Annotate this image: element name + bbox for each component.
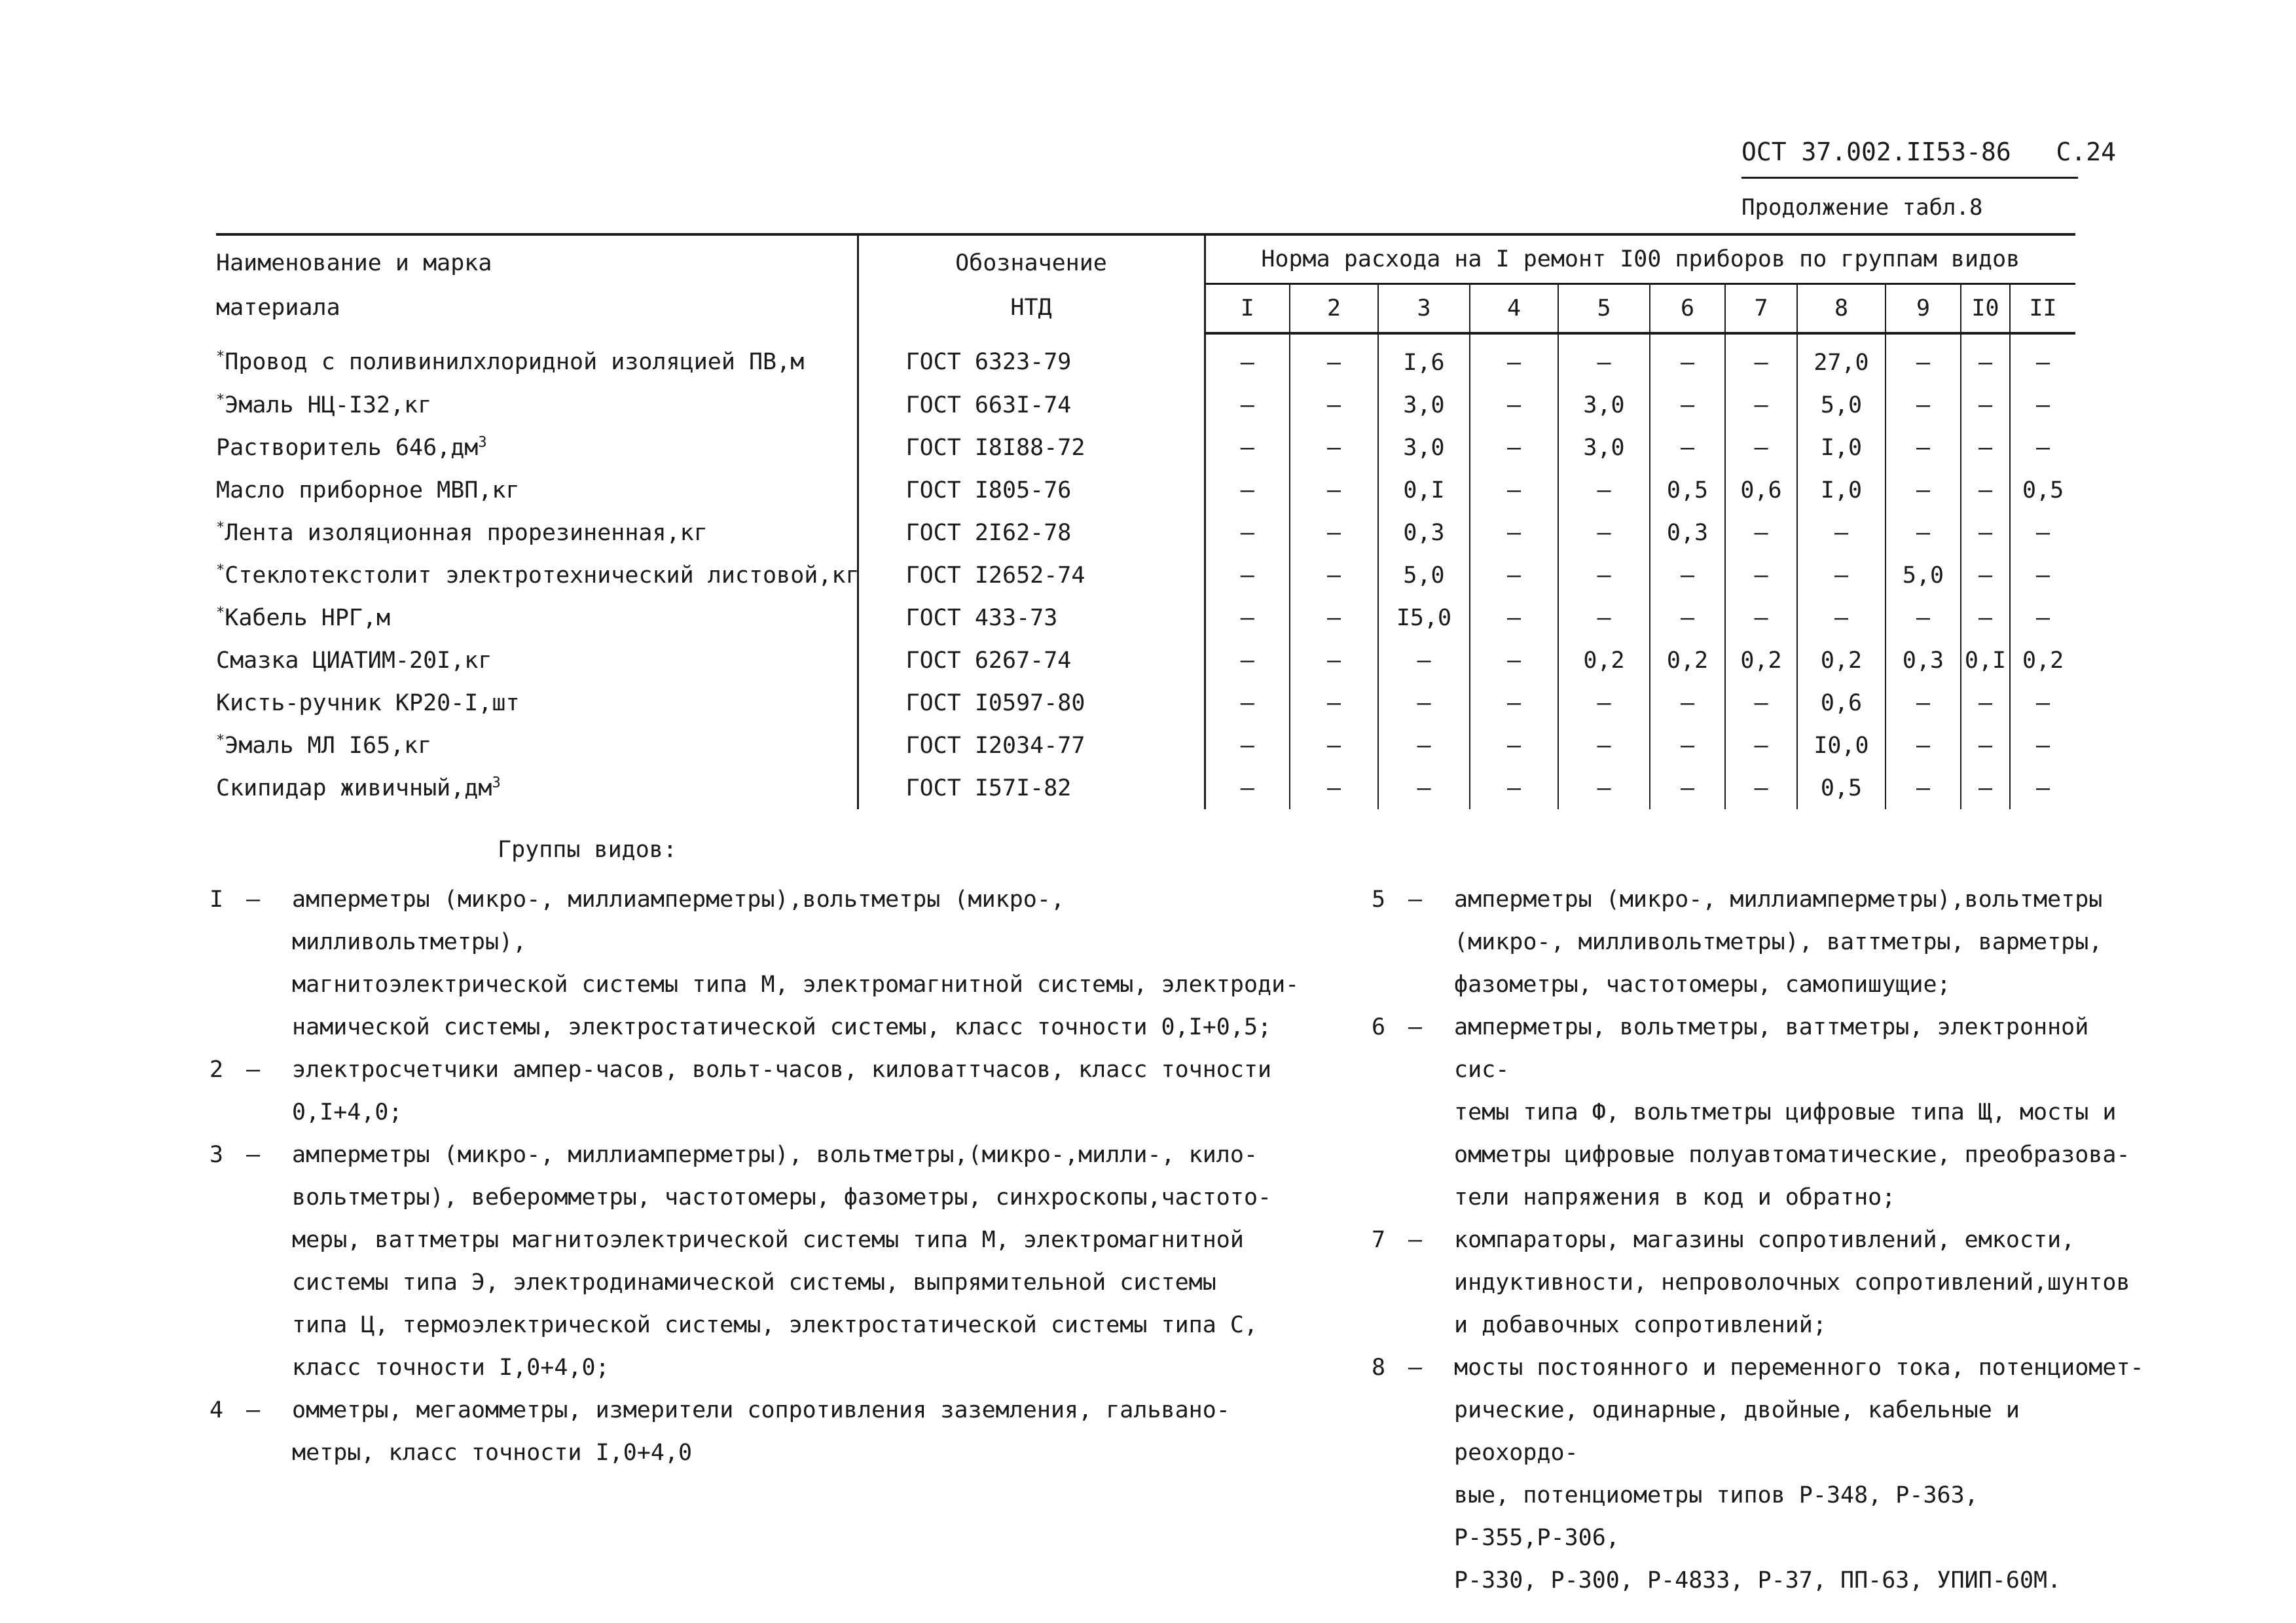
norm-value: – (1378, 724, 1470, 767)
norm-value: – (1290, 511, 1378, 554)
norm-value: 0,2 (2022, 647, 2064, 674)
norm-value: 3,0 (1378, 384, 1470, 426)
material-name (216, 767, 858, 809)
material-name-text: Масло приборное МВП,кг (216, 477, 520, 503)
ntd-designation: ГОСТ I805-76 (858, 469, 1205, 511)
table-row (216, 639, 2075, 682)
group-item (210, 1134, 1309, 1389)
groups-list-left (210, 879, 1309, 1474)
norm-value: I,0 (1797, 469, 1886, 511)
norm-value: – (1290, 596, 1378, 639)
norm-value: – (2036, 392, 2050, 418)
group-description: мосты постоянного и переменного тока, потенциомет- рические, одинарные, двойные, кабельные и реохордо- вые, потенциометры типов Р-348, Р-363, Р-355,Р-306, Р-330, Р-300, Р-4833, Р-37, ПП-63, УПИП-60М. (1454, 1355, 2144, 1594)
norm-value: – (1290, 554, 1378, 596)
group-item (1372, 1347, 2144, 1602)
group-header: 9 (1886, 284, 1961, 334)
norm-value: – (1961, 333, 2010, 384)
material-name-text: Скипидар живичный,дм (216, 775, 492, 801)
groups-list-right (1372, 879, 2144, 1602)
norm-value: – (1205, 511, 1290, 554)
norm-value: – (1470, 682, 1558, 724)
group-item (210, 1389, 1309, 1474)
norm-value: – (1725, 384, 1797, 426)
norm-value: – (1558, 511, 1650, 554)
group-header: 2 (1290, 284, 1378, 334)
ntd-designation: ГОСТ 6323-79 (858, 333, 1205, 384)
group-dash: – (246, 1057, 261, 1083)
norm-value: – (1290, 426, 1378, 469)
header-ntd: Обозначение НТД (858, 234, 1205, 333)
norm-value: – (1558, 682, 1650, 724)
norm-value: – (1558, 767, 1650, 809)
group-dash: – (1408, 1355, 1423, 1381)
unit-exponent: 3 (478, 433, 487, 450)
norm-value: 0,6 (1797, 682, 1886, 724)
group-dash: – (246, 1397, 261, 1423)
table-row (216, 682, 2075, 724)
norm-value: 0,2 (1797, 639, 1886, 682)
ntd-designation: ГОСТ I8I88-72 (858, 426, 1205, 469)
group-number: 8 (1372, 1355, 1386, 1381)
norm-value: 5,0 (1797, 384, 1886, 426)
norm-value: – (1886, 767, 1961, 809)
norm-value: – (1886, 384, 1961, 426)
table-row (216, 511, 2075, 554)
table-continuation-label: Продолжение табл.8 (1741, 194, 1983, 221)
norm-value: – (1205, 767, 1290, 809)
group-number: I (210, 886, 224, 913)
norm-value: – (1558, 596, 1650, 639)
norm-value: – (1558, 333, 1650, 384)
groups-title: Группы видов: (498, 837, 677, 863)
ntd-designation: ГОСТ 2I62-78 (858, 511, 1205, 554)
table-row (216, 384, 2075, 426)
norm-value: – (1205, 554, 1290, 596)
ntd-designation: ГОСТ I0597-80 (858, 682, 1205, 724)
group-item (210, 879, 1309, 1049)
table-row (216, 469, 2075, 511)
material-name (216, 511, 858, 554)
doc-header (1741, 137, 2116, 166)
group-header: I (1205, 284, 1290, 334)
norm-value: – (1886, 596, 1961, 639)
norm-value: – (1470, 639, 1558, 682)
norm-value: 3,0 (1558, 426, 1650, 469)
norm-value: – (1961, 596, 2010, 639)
ntd-designation: ГОСТ 6267-74 (858, 639, 1205, 682)
material-name (216, 554, 858, 596)
norm-value: I,0 (1797, 426, 1886, 469)
ntd-designation: ГОСТ 663I-74 (858, 384, 1205, 426)
norm-value: – (1205, 469, 1290, 511)
norm-value: – (1886, 724, 1961, 767)
norm-value: – (1290, 767, 1378, 809)
norm-value: I0,0 (1797, 724, 1886, 767)
norm-value: – (1290, 333, 1378, 384)
material-name-text: Стеклотекстолит электротехнический листовой,кг (225, 562, 860, 589)
group-number: 5 (1372, 886, 1386, 913)
material-name-text: Смазка ЦИАТИМ-20I,кг (216, 647, 492, 674)
norm-value: – (1290, 682, 1378, 724)
norm-value: 0,5 (1650, 469, 1725, 511)
norm-value: – (1470, 511, 1558, 554)
norm-value: 0,I (1378, 469, 1470, 511)
footnote-mark: * (216, 561, 225, 578)
material-name (216, 469, 858, 511)
group-number: 6 (1372, 1014, 1386, 1040)
norm-value: – (1558, 554, 1650, 596)
norm-value: – (1797, 596, 1886, 639)
footnote-mark: * (216, 604, 225, 621)
norm-value: – (1558, 724, 1650, 767)
ntd-designation: ГОСТ I2652-74 (858, 554, 1205, 596)
norm-value: 0,2 (1725, 639, 1797, 682)
footnote-mark: * (216, 519, 225, 536)
group-description: амперметры (микро-, миллиамперметры),вольтметры (микро-, милливольтметры), ваттметры, варметры, фазометры, частотомеры, самопишущие; (1454, 886, 2103, 998)
footnote-mark: * (216, 731, 225, 748)
material-name-text: Лента изоляционная прорезиненная,кг (225, 519, 708, 546)
norm-value: – (1961, 426, 2010, 469)
norm-value: – (1961, 554, 2010, 596)
group-number: 2 (210, 1057, 224, 1083)
norm-value: – (1886, 511, 1961, 554)
norm-value: – (1725, 724, 1797, 767)
norm-value: – (1470, 426, 1558, 469)
material-name (216, 596, 858, 639)
norm-value: 3,0 (1558, 384, 1650, 426)
ntd-designation: ГОСТ I2034-77 (858, 724, 1205, 767)
norm-value: 27,0 (1797, 333, 1886, 384)
norm-value: – (1961, 682, 2010, 724)
group-header: 7 (1725, 284, 1797, 334)
header-norm: Норма расхода на I ремонт I00 приборов по группам видов (1205, 234, 2075, 284)
norm-value: – (2036, 604, 2050, 631)
norm-value: – (1205, 639, 1290, 682)
unit-exponent: 3 (492, 774, 501, 791)
norm-value: – (1961, 724, 2010, 767)
norm-value: – (1725, 767, 1797, 809)
norm-value: – (1961, 767, 2010, 809)
norm-value: – (2036, 775, 2050, 801)
table-row (216, 426, 2075, 469)
norm-value: – (1650, 554, 1725, 596)
norm-value: 0,5 (2022, 477, 2064, 503)
norm-value: – (1650, 426, 1725, 469)
material-norms-table (216, 233, 2075, 809)
norm-value: – (1886, 426, 1961, 469)
norm-value: 5,0 (1378, 554, 1470, 596)
material-name (216, 639, 858, 682)
norm-value: – (1886, 469, 1961, 511)
norm-value: I5,0 (1378, 596, 1470, 639)
group-header: 3 (1378, 284, 1470, 334)
group-header: 4 (1470, 284, 1558, 334)
norm-value: – (1205, 596, 1290, 639)
norm-value: – (2036, 562, 2050, 589)
material-name (216, 724, 858, 767)
material-name (216, 682, 858, 724)
norm-value: – (1378, 639, 1470, 682)
norm-value: 0,5 (1797, 767, 1886, 809)
norm-value: 0,3 (1886, 639, 1961, 682)
material-name-text: Кисть-ручник КР20-I,шт (216, 689, 520, 716)
footnote-mark: * (216, 391, 225, 408)
group-description: амперметры (микро-, миллиамперметры), вольтметры,(микро-,милли-, кило- вольтметры), веберомметры, частотомеры, фазометры, синхроскопы,частото- меры, ваттметры магнитоэлектрической системы типа М, электромагнитной системы типа Э, электродинамической системы, выпрямительной системы типа Ц, термоэлектрической системы, электростатической системы типа С, класс точности I,0+4,0; (292, 1142, 1272, 1381)
norm-value: 0,3 (1378, 511, 1470, 554)
norm-value: – (1290, 384, 1378, 426)
table-row (216, 767, 2075, 809)
norm-value: – (1725, 554, 1797, 596)
group-dash: – (246, 886, 261, 913)
norm-value: – (1961, 469, 2010, 511)
norm-value: – (1725, 426, 1797, 469)
norm-value: 0,3 (1650, 511, 1725, 554)
norm-value: – (1650, 767, 1725, 809)
group-item (210, 1049, 1309, 1134)
norm-value: – (1650, 384, 1725, 426)
norm-value: – (1961, 384, 2010, 426)
group-dash: – (1408, 1014, 1423, 1040)
norm-value: – (1725, 333, 1797, 384)
norm-value: – (1205, 333, 1290, 384)
material-name (216, 384, 858, 426)
group-description: амперметры (микро-, миллиамперметры),вольтметры (микро-, милливольтметры), магнитоэлектрической системы типа М, электромагнитной системы, электроди- намической системы, электростатической системы, класс точности 0,I+0,5; (292, 886, 1300, 1040)
table-row (216, 596, 2075, 639)
material-name (216, 426, 858, 469)
norm-value: – (2036, 519, 2050, 546)
norm-value: 0,2 (1650, 639, 1725, 682)
norm-value: – (1650, 333, 1725, 384)
norm-value: – (1650, 682, 1725, 724)
norm-value: – (1558, 469, 1650, 511)
norm-value: 0,6 (1725, 469, 1797, 511)
norm-value: – (1290, 639, 1378, 682)
norm-value: 0,2 (1558, 639, 1650, 682)
norm-value: – (1650, 724, 1725, 767)
norm-value: – (1886, 682, 1961, 724)
norm-value: – (1650, 596, 1725, 639)
group-header: I0 (1961, 284, 2010, 334)
ntd-designation: ГОСТ I57I-82 (858, 767, 1205, 809)
group-dash: – (246, 1142, 261, 1168)
norm-value: – (1797, 554, 1886, 596)
norm-value: – (1378, 682, 1470, 724)
norm-value: – (1205, 384, 1290, 426)
group-dash: – (1408, 1227, 1423, 1253)
table-row (216, 724, 2075, 767)
norm-value: – (1470, 469, 1558, 511)
norm-value: – (1205, 724, 1290, 767)
norm-value: – (2036, 732, 2050, 759)
norm-value: – (1725, 596, 1797, 639)
group-number: 4 (210, 1397, 224, 1423)
norm-value: – (1205, 682, 1290, 724)
ntd-designation: ГОСТ 433-73 (858, 596, 1205, 639)
norm-value: I,6 (1378, 333, 1470, 384)
material-name-text: Эмаль МЛ I65,кг (225, 732, 432, 759)
norm-value: – (1961, 511, 2010, 554)
norm-value: – (1470, 333, 1558, 384)
norm-value: 3,0 (1378, 426, 1470, 469)
norm-value: – (1886, 333, 1961, 384)
norm-value: – (1470, 724, 1558, 767)
group-number: 3 (210, 1142, 224, 1168)
norm-value: – (2036, 434, 2050, 461)
norm-value: – (1797, 511, 1886, 554)
norm-value: – (1725, 682, 1797, 724)
group-dash: – (1408, 886, 1423, 913)
table-row (216, 554, 2075, 596)
header-rule (1741, 177, 2078, 179)
norm-value: – (1378, 767, 1470, 809)
group-header: 6 (1650, 284, 1725, 334)
group-header: 8 (1797, 284, 1886, 334)
material-name-text: Эмаль НЦ-I32,кг (225, 392, 432, 418)
norm-value: – (1470, 554, 1558, 596)
norm-value: – (2036, 689, 2050, 716)
group-description: амперметры, вольтметры, ваттметры, электронной сис- темы типа Ф, вольтметры цифровые типа Щ, мосты и омметры цифровые полуавтоматические, преобразова- тели напряжения в код и обратно; (1454, 1014, 2130, 1211)
group-item (1372, 879, 2144, 1006)
norm-value: – (2036, 349, 2050, 376)
footnote-mark: * (216, 348, 225, 365)
material-name (216, 333, 858, 384)
norm-value: – (1290, 469, 1378, 511)
group-header: 5 (1558, 284, 1650, 334)
group-header: II (2010, 284, 2075, 334)
group-description: компараторы, магазины сопротивлений, емкости, индуктивности, непроволочных сопротивлений,шунтов и добавочных сопротивлений; (1454, 1227, 2130, 1338)
norm-value: 5,0 (1886, 554, 1961, 596)
norm-value: – (1205, 426, 1290, 469)
group-item (1372, 1006, 2144, 1219)
page-number: С.24 (2056, 137, 2116, 166)
norm-value: – (1290, 724, 1378, 767)
material-name-text: Растворитель 646,дм (216, 434, 479, 461)
norm-value: – (1470, 596, 1558, 639)
group-description: электросчетчики ампер-часов, вольт-часов, киловаттчасов, класс точности 0,I+4,0; (292, 1057, 1272, 1125)
norm-value: – (1470, 767, 1558, 809)
group-number: 7 (1372, 1227, 1386, 1253)
group-item (1372, 1219, 2144, 1347)
norm-value: – (1725, 511, 1797, 554)
header-material-name: Наименование и марка материала (216, 234, 858, 333)
group-description: омметры, мегаомметры, измерители сопротивления заземления, гальвано- метры, класс точности I,0+4,0 (292, 1397, 1230, 1466)
norm-value: 0,I (1961, 639, 2010, 682)
material-name-text: Кабель НРГ,м (225, 604, 391, 631)
material-name-text: Провод с поливинилхлоридной изоляцией ПВ,м (225, 348, 805, 375)
doc-code: ОСТ 37.002.II53-86 (1741, 137, 2011, 166)
table-row (216, 333, 2075, 384)
norm-value: – (1470, 384, 1558, 426)
